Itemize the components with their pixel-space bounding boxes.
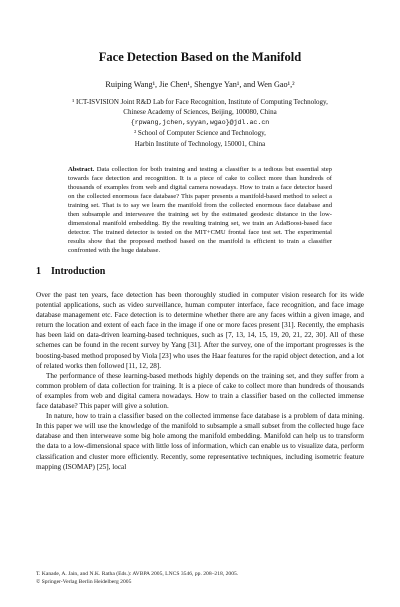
paragraph: Over the past ten years, face detection has been thoroughly studied in computer vision research for its wide potential applications, such as video surveillance, human computer interface, face recognition, and face image database management etc. Face detection is to determine whether there are any faces within a given image, and return the location and extent of each face in the image if one or more faces present [31]. Recently, the emphasis has been laid on data-driven learning-based techniques, such as [7, 13, 14, 15, 19, 20, 21, 22, 30]. All of these schemes can be found in the recent survey by Yang [31]. After the survey, one of the important progresses is the boosting-based method proposed by Viola [23] who uses the Haar features for the rapid object detection, and a lot of related works then followed [11, 12, 28]. [36, 291, 364, 370]
abstract-label: Abstract. [68, 166, 95, 173]
affiliation-line: Harbin Institute of Technology, 150001, China [134, 139, 266, 148]
paragraph: In nature, how to train a classifier based on the collected immense face database is a problem of data mining. In this paper we will use the knowledge of the manifold to subsample a small subset from the collected huge face database and then interweave some big hole among the manifold embedding. Manifold can help us to transform the data to a low-dimensional space with little loss of information, which can enable us to visualize data, perform classification and cluster more efficiently. Recently, some representative techniques, including isometric feature mapping (ISOMAP) [25], local [36, 412, 364, 471]
author-emails: {rpwang,jchen,syyan,wgao}@jdl.ac.cn [130, 118, 270, 126]
paragraph: The performance of these learning-based methods highly depends on the training set, and they suffer from a common problem of data collection for training. It is a piece of cake to collect more than hundreds of thousands of examples from web and digital camera nowadays. How to train a classifier based on the collected immense face database? This paper will give a solution. [36, 371, 364, 411]
section-title: Introduction [51, 266, 106, 277]
citation-line: T. Kanade, A. Jain, and N.K. Ratha (Eds.): AVBPA 2005, LNCS 3546, pp. 208–218, 2005. [36, 571, 239, 577]
copyright-line: © Springer-Verlag Berlin Heidelberg 2005 [36, 579, 132, 585]
affiliation-line: ¹ ICT-ISVISION Joint R&D Lab for Face Recognition, Institute of Computing Technology, [72, 98, 328, 106]
affiliations [0, 97, 400, 149]
publication-footer [36, 570, 238, 586]
section-body [36, 290, 364, 472]
affiliation-line: ² School of Computer Science and Technology, [134, 129, 266, 138]
section-number: 1 [36, 266, 41, 277]
section-heading [36, 266, 105, 277]
abstract [68, 166, 332, 256]
affiliation-line: Chinese Academy of Sciences, Beijing, 100080, China [123, 108, 277, 117]
author-list: Ruiping Wang¹, Jie Chen¹, Shengye Yan¹, and Wen Gao¹,² [105, 80, 295, 89]
paper-title: Face Detection Based on the Manifold [98, 50, 302, 64]
abstract-text: Data collection for both training and testing a classifier is a tedious but essential step towards face detection and recognition. It is a piece of cake to collect more than hundreds of thousands of examples from web and digital camera nowadays. How to train a face detector based on the collected enormous face database? This paper presents a manifold-based method to select a training set. That is to say we learn the manifold from the collected enormous face database and then subsample and interweave the training set by the estimated geodesic distance in the low-dimensional manifold embedding. By the resulting training set, we train an AdaBoost-based face detector. The trained detector is tested on the MIT+CMU frontal face test set. The experimental results show that the proposed method based on the manifold is efficient to train a classifier confronted with the huge database. [68, 166, 332, 254]
